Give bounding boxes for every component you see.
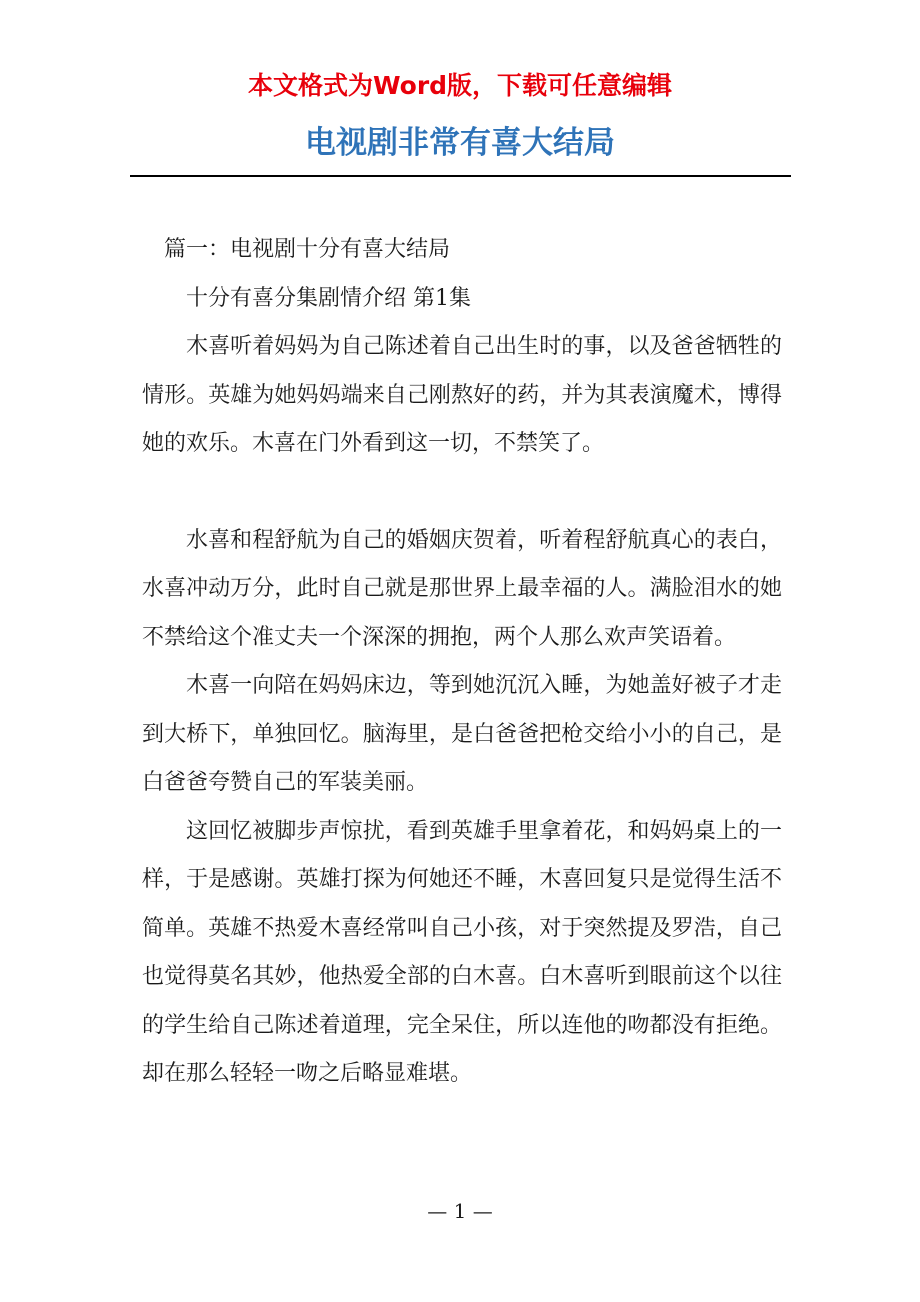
page-number: — 1 —	[427, 1199, 493, 1223]
document-title: 电视剧非常有喜大结局	[305, 125, 615, 161]
document-body	[142, 226, 782, 1099]
paragraph-spacer	[142, 469, 782, 517]
section-heading: 篇一：电视剧十分有喜大结局	[164, 237, 451, 262]
paragraph: 这回忆被脚步声惊扰，看到英雄手里拿着花，和妈妈桌上的一样，于是感谢。英雄打探为何她还不睡，木喜回复只是觉得生活不简单。英雄不热爱木喜经常叫自己小孩，对于突然提及罗浩，自己也觉得莫名其妙，他热爱全部的白木喜。白木喜听到眼前这个以往的学生给自己陈述着道理，完全呆住，所以连他的吻都没有拒绝。却在那么轻轻一吻之后略显难堪。	[142, 818, 782, 1086]
title-divider	[130, 175, 791, 177]
episode-heading: 十分有喜分集剧情介绍 第1集	[186, 285, 471, 311]
paragraph: 水喜和程舒航为自己的婚姻庆贺着，听着程舒航真心的表白，水喜冲动万分，此时自己就是那世界上最幸福的人。满脸泪水的她不禁给这个准丈夫一个深深的拥抱，两个人那么欢声笑语着。	[142, 527, 782, 650]
paragraph: 木喜一向陪在妈妈床边，等到她沉沉入睡，为她盖好被子才走到大桥下，单独回忆。脑海里，是白爸爸把枪交给小小的自己，是白爸爸夸赞自己的军装美丽。	[142, 673, 782, 795]
paragraph: 木喜听着妈妈为自己陈述着自己出生时的事，以及爸爸牺牲的情形。英雄为她妈妈端来自己刚熬好的药，并为其表演魔术，博得她的欢乐。木喜在门外看到这一切，不禁笑了。	[142, 334, 782, 456]
format-notice-banner: 本文格式为Word版，下载可任意编辑	[247, 71, 673, 100]
